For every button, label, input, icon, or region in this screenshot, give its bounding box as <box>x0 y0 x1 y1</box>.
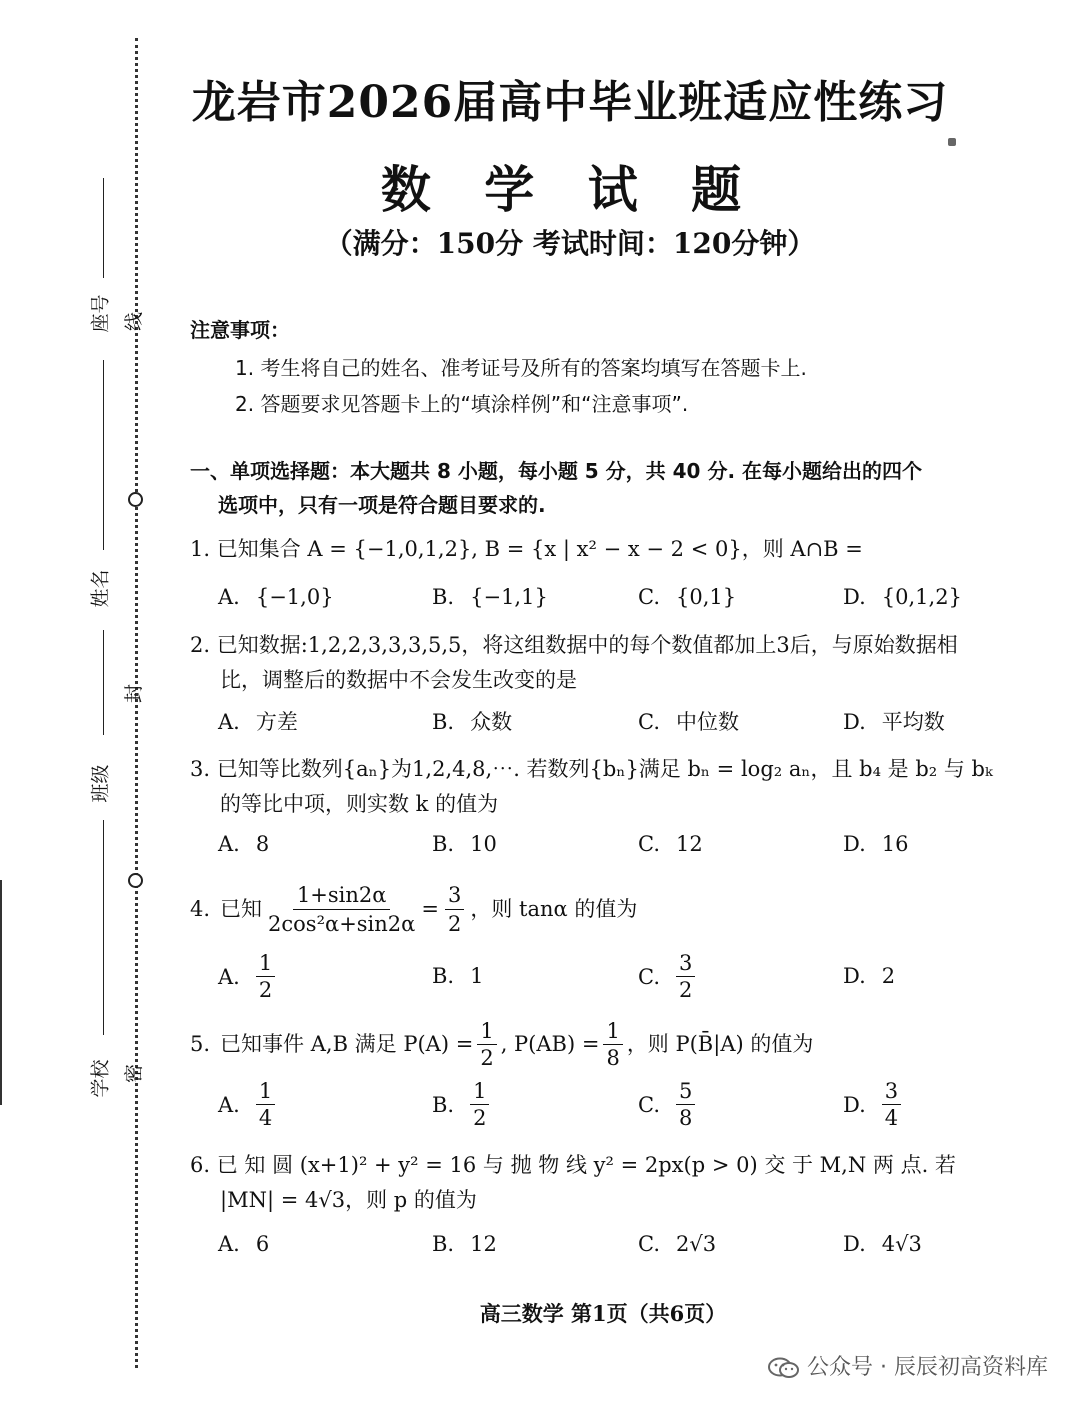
seal-char: 封 <box>123 683 146 704</box>
wechat-icon <box>767 1357 801 1379</box>
question-3 <box>190 752 1040 822</box>
fraction: $\frac{1}{8}$ <box>603 1018 622 1071</box>
section-heading <box>190 454 1050 522</box>
question-number: 1. <box>190 537 211 561</box>
fraction: $\frac{1}{2}$ <box>477 1018 496 1071</box>
subject-title: 数 学 试 题 <box>380 160 760 219</box>
seat-label: 座号 <box>89 294 112 333</box>
question-4: 4. 已知 $\frac{1+\sin 2\alpha}{\text{2cos²α+sin2α}}$ = $\frac{3}{2}$ ，则 tanα 的值为 <box>190 882 638 936</box>
watermark <box>767 1350 1048 1381</box>
question-number: 4. <box>190 896 211 921</box>
option-b: B. 1 2 <box>432 1078 489 1131</box>
binding-circle <box>128 492 143 507</box>
option-a: A. 8 <box>218 832 270 856</box>
notice-item: 1. 考生将自己的姓名、准考证号及所有的答案均填写在答题卡上. <box>235 356 807 380</box>
question-text-tail: ，则 tanα 的值为 <box>470 896 638 921</box>
page-footer: 高三数学 第1页（共6页） <box>479 1301 727 1326</box>
question-text: 已知数据:1,2,2,3,3,3,5,5，将这组数据中的每个数值都加上3后，与原始数据相 <box>216 633 958 657</box>
option-d: D. 平均数 <box>843 710 945 734</box>
question-text-cont: |MN| = 4√3，则 p 的值为 <box>220 1188 477 1212</box>
notice-heading: 注意事项： <box>190 318 290 342</box>
option-d: D. 2 <box>843 964 896 988</box>
options-5 <box>218 1078 1038 1138</box>
option-a: A. 方差 <box>218 710 298 734</box>
class-write-line-lower <box>103 820 104 1035</box>
watermark-text: 公众号 · 辰辰初高资料库 <box>807 1355 1048 1380</box>
option-a: A. 1 4 <box>218 1078 275 1131</box>
option-a: A. 1 2 <box>218 950 275 1003</box>
question-text: 已 知 圆 (x+1)² + y² = 16 与 抛 物 线 y² = 2px(p > 0) 交 于 M,N 两 点. 若 <box>216 1153 956 1177</box>
scan-mark <box>948 138 956 146</box>
scan-edge <box>0 880 2 1105</box>
option-d: D. 3 4 <box>843 1078 901 1131</box>
question-text-tail: ，则 P(B̄|A) 的值为 <box>626 1031 814 1056</box>
option-b: B. 众数 <box>432 710 513 734</box>
question-5: 5. 已知事件 A,B 满足 P(A) = $\frac{1}{2}$ , P(AB) = $\frac{1}{8}$ ，则 P(B̄|A) 的值为 <box>190 1018 814 1070</box>
question-text-cont: 比，调整后的数据中不会发生改变的是 <box>220 668 577 692</box>
question-1 <box>190 532 1040 567</box>
notice-item: 2. 答题要求见答题卡上的“填涂样例”和“注意事项”. <box>235 392 689 416</box>
option-b: B. 10 <box>432 832 497 856</box>
name-label: 姓名 <box>89 569 112 608</box>
option-c: C. {0,1} <box>638 585 737 609</box>
section-heading-line2: 选项中，只有一项是符合题目要求的. <box>218 493 546 517</box>
class-label: 班级 <box>89 764 112 803</box>
exam-info: （满分：150分 考试时间：120分钟） <box>324 227 816 260</box>
seal-line-char: 线 <box>123 311 146 332</box>
option-c: C. 2√3 <box>638 1232 717 1256</box>
question-number: 3. <box>190 757 211 781</box>
option-c: C. 中位数 <box>638 710 739 734</box>
question-text-cont: 的等比中项，则实数 k 的值为 <box>220 792 499 816</box>
question-text: 已知等比数列{aₙ}为1,2,4,8,⋯. 若数列{bₙ}满足 bₙ = log₂ aₙ，且 b₄ 是 b₂ 与 bₖ <box>216 757 993 781</box>
question-2 <box>190 628 1040 698</box>
options-2 <box>218 706 1038 746</box>
option-a: A. 6 <box>218 1232 270 1256</box>
question-text: 已知 <box>220 896 263 921</box>
options-3 <box>218 832 1038 872</box>
question-number: 5. <box>190 1031 211 1056</box>
question-text: 已知集合 A = {−1,0,1,2}, B = {x | x² − x − 2 < 0}，则 A∩B = <box>216 537 863 561</box>
option-c: C. 5 8 <box>638 1078 695 1131</box>
fraction: $\frac{1+\sin 2\alpha}{\text{2cos²α+sin2α}}$ <box>268 882 416 936</box>
name-write-line <box>103 360 104 550</box>
secret-char: 密 <box>123 1063 146 1084</box>
exam-title: 龙岩市2026届高中毕业班适应性练习 <box>191 77 949 128</box>
class-write-line-upper <box>103 630 104 735</box>
binding-circle <box>128 873 143 888</box>
option-c: C. 12 <box>638 832 703 856</box>
option-a: A. {−1,0} <box>218 585 334 609</box>
option-b: B. 1 <box>432 964 484 988</box>
option-b: B. 12 <box>432 1232 497 1256</box>
option-c: C. 3 2 <box>638 950 695 1003</box>
options-1 <box>218 585 1038 625</box>
options-6 <box>218 1232 1038 1272</box>
option-d: D. {0,1,2} <box>843 585 962 609</box>
question-number: 6. <box>190 1153 211 1177</box>
options-4 <box>218 950 1038 1010</box>
question-6 <box>190 1148 1040 1218</box>
option-d: D. 4√3 <box>843 1232 922 1256</box>
section-heading-line1: 一、单项选择题：本大题共 8 小题，每小题 5 分，共 40 分. 在每小题给出的四个 <box>190 459 923 483</box>
option-d: D. 16 <box>843 832 909 856</box>
question-number: 2. <box>190 633 211 657</box>
option-b: B. {−1,1} <box>432 585 548 609</box>
school-label: 学校 <box>89 1059 112 1098</box>
fraction: $\frac{3}{2}$ <box>445 881 464 938</box>
question-text: 已知事件 A,B 满足 P(A) = <box>220 1031 474 1056</box>
